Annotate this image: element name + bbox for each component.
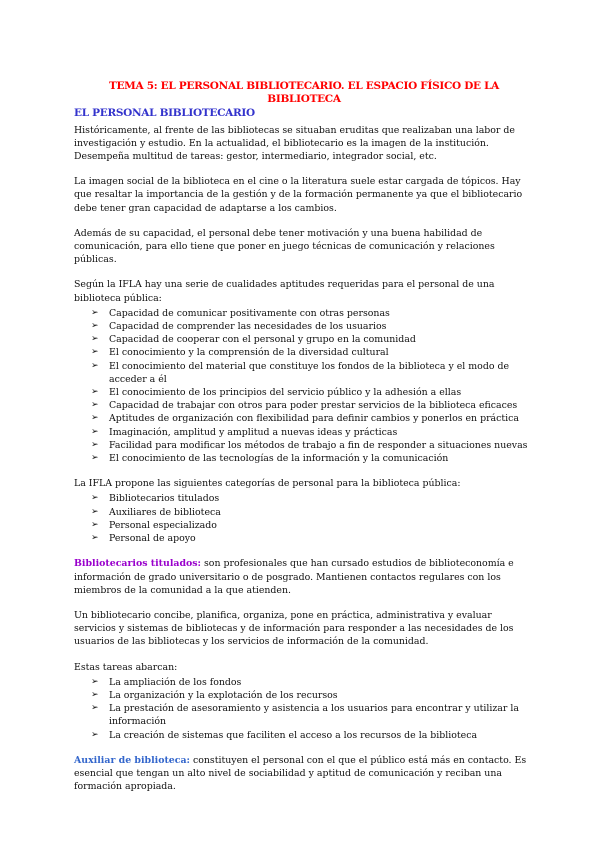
document-page (74, 80, 534, 805)
paragraph-motivation: Además de su capacidad, el personal debe tener motivación y una buena habilidad de comunicación, para ello tiene que poner en juego técnicas de comunicación y relaciones públicas. (74, 227, 495, 266)
list-item: ➢ Auxiliares de biblioteca (91, 506, 534, 519)
list-item: ➢ La prestación de asesoramiento y asistencia a los usuarios para encontrar y utilizar la información (91, 702, 534, 728)
list-item: ➢ El conocimiento de los principios del servicio público y la adhesión a ellas (91, 386, 534, 399)
list-item: ➢ Capacidad de trabajar con otros para poder prestar servicios de la biblioteca eficaces (91, 399, 534, 412)
paragraph-tasks-intro: Estas tareas abarcan: (74, 661, 178, 673)
list-item: ➢ Personal de apoyo (91, 532, 534, 545)
list-item: ➢ La creación de sistemas que faciliten el acceso a los recursos de la biblioteca (91, 729, 534, 742)
qualities-list (74, 307, 534, 465)
paragraph-ifla-qualities-intro: Según la IFLA hay una serie de cualidades aptitudes requeridas para el personal de una biblioteca pública: (74, 279, 495, 304)
section-title: EL PERSONAL BIBLIOTECARIO (74, 107, 255, 120)
list-item: ➢ Facilidad para modificar los métodos de trabajo a fin de responder a situaciones nuevas (91, 439, 534, 452)
list-item: ➢ El conocimiento de las tecnologías de la información y la comunicación (91, 452, 534, 465)
list-item: ➢ El conocimiento y la comprensión de la diversidad cultural (91, 346, 534, 359)
definition-titled-librarians: son profesionales que han cursado estudios de biblioteconomía e información de grado universitario o de posgrado. Mantienen contactos regulares con los miembros de la comunidad a la que atienden. (74, 558, 514, 596)
paragraph-titled-librarians (74, 557, 534, 597)
tasks-list (74, 676, 534, 742)
definition-library-assistant: constituyen el personal con el que el público está más en contacto. Es esencial que tengan un alto nivel de sociabilidad y aptitud de comunicación y reciban una formación apropiada. (74, 754, 527, 793)
list-item: ➢ Personal especializado (91, 519, 534, 532)
paragraph-librarian-role: Un bibliotecario concibe, planifica, organiza, pone en práctica, administrativa y evaluar servicios y sistemas de bibliotecas y de información para responder a las necesidades de los usuarios de las bibliotecas y los servicios de información de la comunidad. (74, 609, 514, 648)
term-titled-librarians: Bibliotecarios titulados: (74, 558, 202, 570)
list-item: ➢ Bibliotecarios titulados (91, 492, 534, 505)
list-item: ➢ Capacidad de cooperar con el personal y grupo en la comunidad (91, 333, 534, 346)
document-title: TEMA 5: EL PERSONAL BIBLIOTECARIO. EL ESPACIO FÍSICO DE LA BIBLIOTECA (108, 80, 500, 106)
list-item: ➢ La ampliación de los fondos (91, 676, 534, 689)
list-item: ➢ El conocimiento del material que constituye los fondos de la biblioteca y el modo de acceder a él (91, 360, 534, 386)
list-item: ➢ Capacidad de comunicar positivamente con otras personas (91, 307, 534, 320)
list-item: ➢ Aptitudes de organización con flexibilidad para definir cambios y ponerlos en práctica (91, 412, 534, 425)
term-library-assistant: Auxiliar de biblioteca: (74, 754, 191, 766)
paragraph-categories-intro: La IFLA propone las siguientes categorías de personal para la biblioteca pública: (74, 478, 461, 490)
categories-list (74, 492, 534, 545)
paragraph-library-assistant (74, 754, 534, 794)
list-item: ➢ Capacidad de comprender las necesidades de los usuarios (91, 320, 534, 333)
list-item: ➢ La organización y la explotación de los recursos (91, 689, 534, 702)
list-item: ➢ Imaginación, amplitud y amplitud a nuevas ideas y prácticas (91, 426, 534, 439)
paragraph-social-image: La imagen social de la biblioteca en el cine o la literatura suele estar cargada de tópicos. Hay que resaltar la importancia de la gestión y de la formación permanente ya que el bibliotecario debe tener gran capacidad de adaptarse a los cambios. (74, 176, 523, 214)
paragraph-history: Históricamente, al frente de las bibliotecas se situaban eruditas que realizaban una labor de investigación y estudio. En la actualidad, el bibliotecario es la imagen de la institución. Desempeña multitud de tareas: gestor, intermediario, integrador social, etc. (74, 124, 515, 163)
